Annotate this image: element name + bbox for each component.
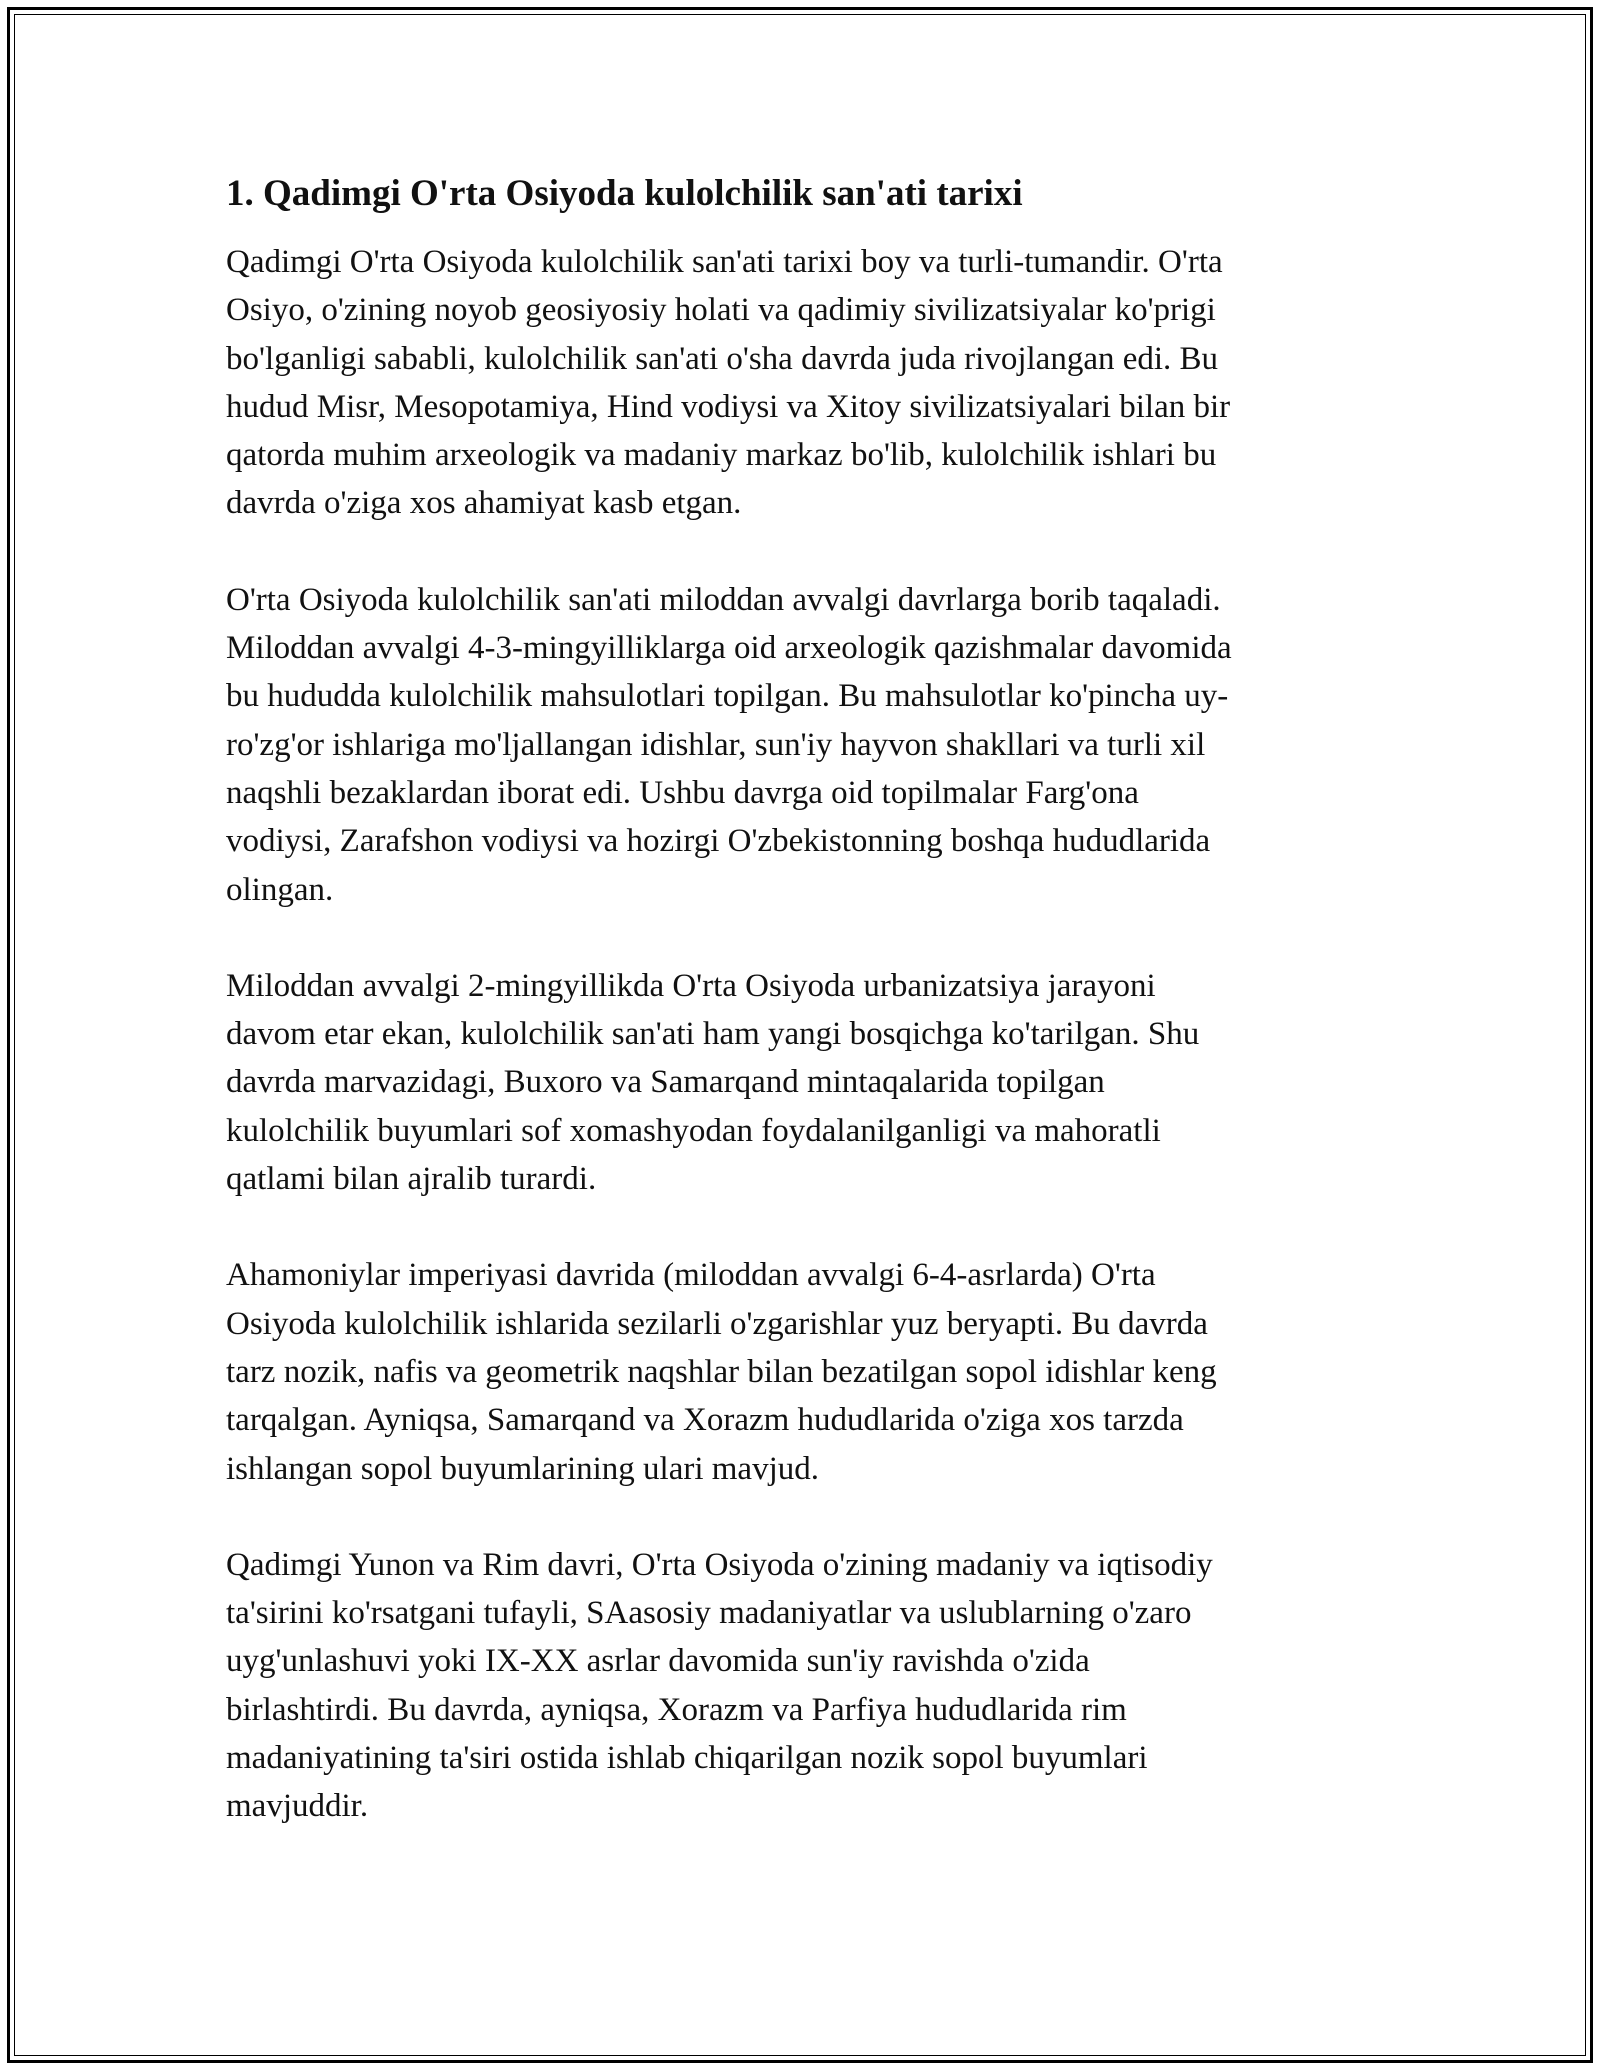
paragraph-5 [226, 1541, 1376, 1831]
paragraph-line: davrda o'ziga xos ahamiyat kasb etgan. [226, 485, 742, 522]
paragraph-line: O'rta Osiyoda kulolchilik san'ati miloddan avvalgi davrlarga borib taqaladi. [226, 581, 1221, 618]
paragraph-line: Osiyoda kulolchilik ishlarida sezilarli o'zgarishlar yuz beryapti. Bu davrda [226, 1305, 1208, 1342]
paragraph-line: Qadimgi O'rta Osiyoda kulolchilik san'ati tarixi boy va turli-tumandir. O'rta [226, 244, 1223, 280]
paragraph-line: vodiysi, Zarafshon vodiysi va hozirgi O'zbekistonning boshqa hududlarida [226, 823, 1211, 860]
paragraph-line: Osiyo, o'zining noyob geosiyosiy holati va qadimiy sivilizatsiyalar ko'prigi [226, 292, 1216, 329]
paragraph-line: bo'lganligi sababli, kulolchilik san'ati o'sha davrda juda rivojlangan edi. Bu [226, 340, 1219, 377]
paragraph-line: hudud Misr, Mesopotamiya, Hind vodiysi va Xitoy sivilizatsiyalari bilan bir [226, 388, 1231, 425]
paragraph-line: qatorda muhim arxeologik va madaniy markaz bo'lib, kulolchilik ishlari bu [226, 437, 1217, 474]
paragraph-4 [226, 1251, 1376, 1492]
paragraph-line: tarqalgan. Ayniqsa, Samarqand va Xorazm hududlarida o'ziga xos tarzda [226, 1402, 1184, 1439]
paragraph-line: tarz nozik, nafis va geometrik naqshlar bilan bezatilgan sopol idishlar keng [226, 1353, 1217, 1390]
paragraph-line: Ahamoniylar imperiyasi davrida (miloddan avvalgi 6-4-asrlarda) O'rta [226, 1257, 1156, 1294]
paragraph-line: mavjuddir. [226, 1788, 369, 1825]
paragraph-line: davom etar ekan, kulolchilik san'ati ham yangi bosqichga ko'tarilgan. Shu [226, 1016, 1200, 1053]
paragraph-line: olingan. [226, 871, 334, 908]
paragraph-line: ishlangan sopol buyumlarining ulari mavjud. [226, 1450, 820, 1487]
paragraph-line: madaniyatining ta'siri ostida ishlab chiqarilgan nozik sopol buyumlari [226, 1740, 1148, 1777]
paragraph-line: naqshli bezaklardan iborat edi. Ushbu davrga oid topilmalar Farg'ona [226, 774, 1139, 811]
paragraph-line: Qadimgi Yunon va Rim davri, O'rta Osiyoda o'zining madaniy va iqtisodiy [226, 1546, 1213, 1583]
paragraph-3 [226, 962, 1376, 1203]
paragraph-1 [226, 238, 1376, 528]
paragraph-line: bu hududda kulolchilik mahsulotlari topilgan. Bu mahsulotlar ko'pincha uy- [226, 678, 1229, 715]
paragraph-line: kulolchilik buyumlari sof xomashyodan foydalanilganligi va mahoratli [226, 1112, 1161, 1149]
paragraph-line: qatlami bilan ajralib turardi. [226, 1161, 597, 1198]
paragraph-line: Miloddan avvalgi 4-3-mingyilliklarga oid arxeologik qazishmalar davomida [226, 630, 1232, 667]
paragraph-line: birlashtirdi. Bu davrda, ayniqsa, Xorazm va Parfiya hududlarida rim [226, 1691, 1127, 1728]
paragraph-line: davrda marvazidagi, Buxoro va Samarqand mintaqalarida topilgan [226, 1064, 1105, 1101]
paragraph-line: Miloddan avvalgi 2-mingyillikda O'rta Osiyoda urbanizatsiya jarayoni [226, 967, 1156, 1004]
paragraph-line: ro'zg'or ishlariga mo'ljallangan idishlar, sun'iy hayvon shakllari va turli xil [226, 726, 1206, 763]
document-body [226, 170, 1376, 1879]
paragraph-line: uyg'unlashuvi yoki IX-XX asrlar davomida sun'iy ravishda o'zida [226, 1643, 1090, 1680]
section-heading: 1. Qadimgi O'rta Osiyoda kulolchilik san'ati tarixi [226, 173, 1023, 214]
paragraph-line: ta'sirini ko'rsatgani tufayli, SAasosiy madaniyatlar va uslublarning o'zaro [226, 1595, 1192, 1632]
paragraph-2 [226, 576, 1376, 914]
